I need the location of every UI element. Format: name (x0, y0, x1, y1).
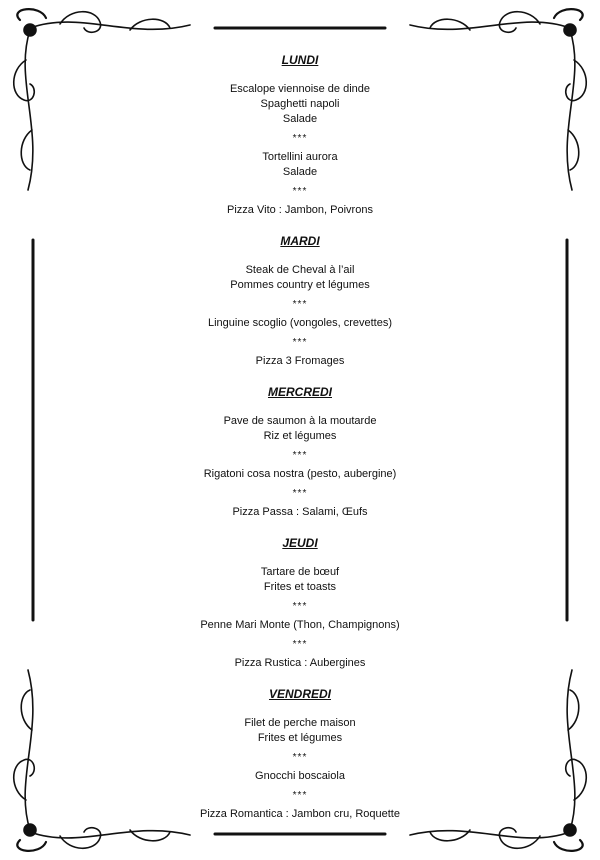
menu-line: Escalope viennoise de dinde (229, 83, 371, 95)
menu-line: Salade (282, 113, 318, 125)
main-dish (120, 565, 480, 595)
main-dish (120, 414, 480, 444)
separator: *** (292, 790, 308, 801)
separator: *** (292, 752, 308, 763)
menu-line: Salade (282, 166, 318, 178)
pizza-line: Pizza Rustica : Aubergines (234, 657, 366, 669)
separator: *** (292, 639, 308, 650)
menu-line: Pave de saumon à la moutarde (223, 415, 377, 427)
separator: *** (292, 186, 308, 197)
pasta-dish: Linguine scoglio (vongoles, crevettes) (207, 317, 393, 329)
pizza-line: Pizza 3 Fromages (255, 355, 345, 367)
day-section-vendredi (120, 686, 480, 822)
menu-line: Spaghetti napoli (260, 98, 340, 110)
pizza-line: Pizza Vito : Jambon, Poivrons (227, 204, 373, 216)
menu-line: Frites et légumes (257, 732, 343, 744)
separator: *** (292, 488, 308, 499)
menu-line: Filet de perche maison (244, 717, 356, 729)
day-section-mercredi (120, 384, 480, 520)
separator: *** (292, 133, 308, 144)
day-section-mardi (120, 233, 480, 369)
menu-line: Pommes country et légumes (230, 279, 370, 291)
pizza-line: Pizza Passa : Salami, Œufs (232, 506, 368, 518)
main-dish (120, 716, 480, 746)
pasta-dish: Rigatoni cosa nostra (pesto, aubergine) (203, 468, 397, 480)
day-title: VENDREDI (268, 687, 331, 701)
pasta-dish (120, 150, 480, 180)
separator: *** (292, 601, 308, 612)
pasta-dish: Penne Mari Monte (Thon, Champignons) (200, 619, 400, 631)
main-dish (120, 82, 480, 127)
separator: *** (292, 337, 308, 348)
day-section-lundi (120, 52, 480, 218)
pasta-dish: Gnocchi boscaiola (255, 770, 345, 782)
weekly-menu (120, 52, 480, 837)
pizza-line: Pizza Romantica : Jambon cru, Roquette (200, 808, 400, 820)
menu-line: Steak de Cheval à l’ail (245, 264, 355, 276)
day-section-jeudi (120, 535, 480, 671)
menu-line: Tartare de bœuf (260, 566, 340, 578)
day-title: MERCREDI (267, 385, 332, 399)
menu-line: Frites et toasts (263, 581, 337, 593)
separator: *** (292, 450, 308, 461)
main-dish (120, 263, 480, 293)
menu-line: Tortellini aurora (262, 151, 338, 163)
separator: *** (292, 299, 308, 310)
day-title: MARDI (280, 234, 320, 248)
day-title: JEUDI (282, 536, 318, 550)
day-title: LUNDI (281, 53, 319, 67)
menu-line: Riz et légumes (263, 430, 337, 442)
